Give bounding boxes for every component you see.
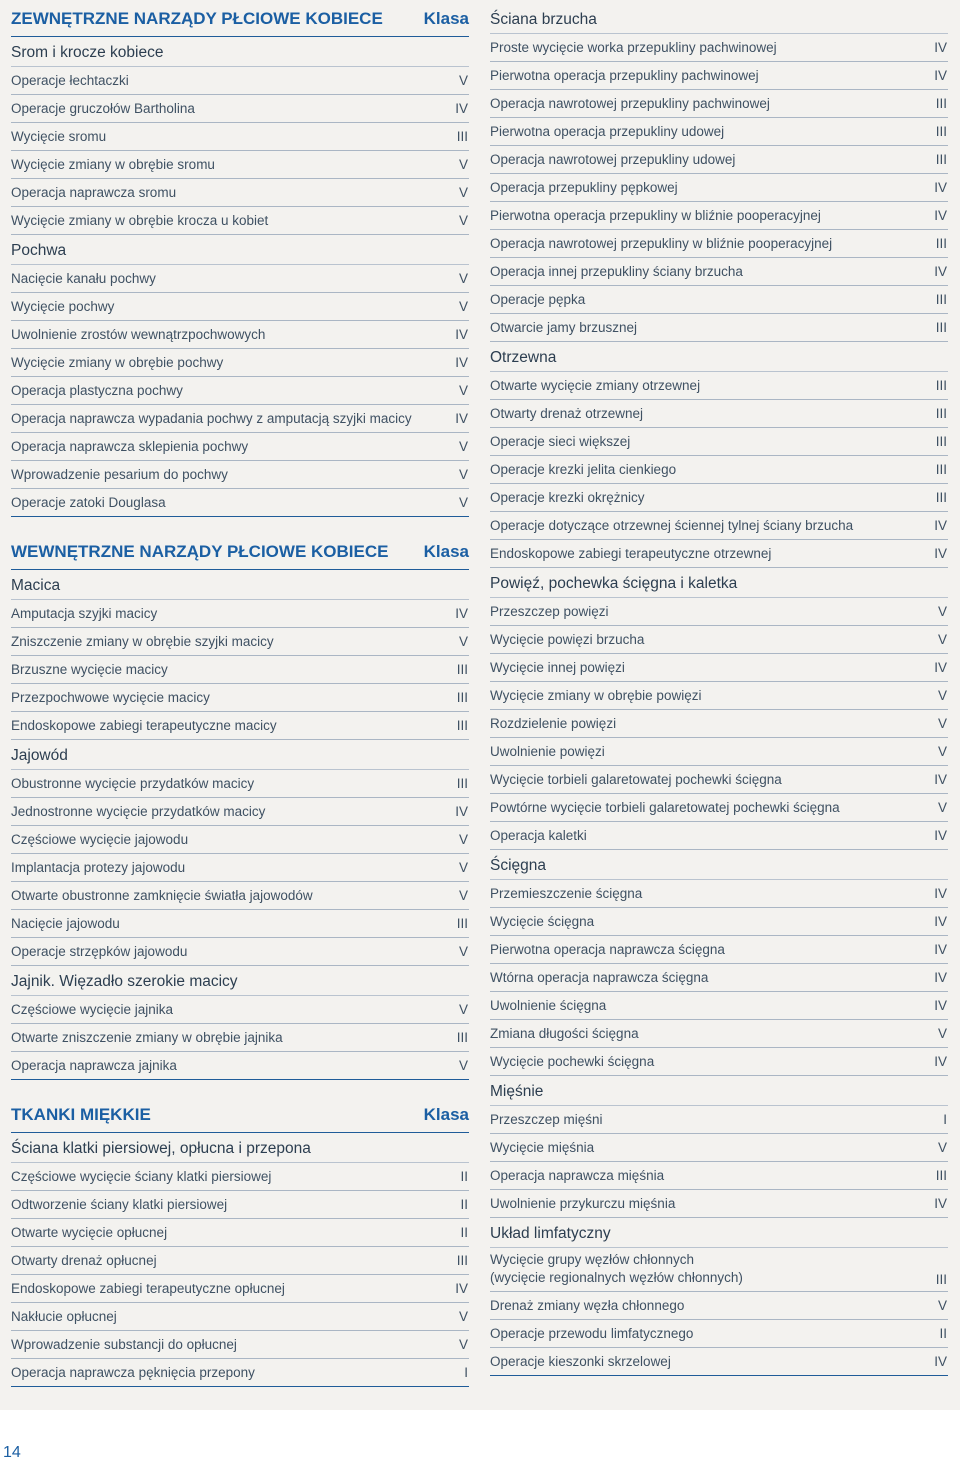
table-row [11,600,469,628]
table-row [11,770,469,798]
table-row [490,258,948,286]
procedure-class: V [458,1002,468,1018]
procedure-name: Drenaż zmiany węzła chłonnego [490,1298,685,1314]
procedure-class: III [935,320,947,336]
procedure-class: IV [934,998,947,1014]
procedure-name: Operacja naprawcza sklepienia pochwy [11,439,249,455]
table-row [11,1052,469,1080]
table-row [11,67,469,95]
left-column [11,4,469,1387]
procedure-name: Operacje sieci większej [490,434,631,450]
section-title: ZEWNĘTRZNE NARZĄDY PŁCIOWE KOBIECE [11,9,383,28]
procedure-name: Operacja nawrotowej przepukliny udowej [490,152,736,168]
procedure-name: Endoskopowe zabiegi terapeutyczne otrzewnej [490,546,772,562]
procedure-name: Endoskopowe zabiegi terapeutyczne opłucnej [11,1281,285,1297]
procedure-class: IV [934,886,947,902]
procedure-name: Operacja plastyczna pochwy [11,383,183,399]
table-row [11,293,469,321]
procedure-class: V [458,944,468,960]
procedure-class: III [935,124,947,140]
procedure-class: V [937,604,947,620]
table-row [11,207,469,235]
procedure-class: IV [934,1196,947,1212]
procedure-class: IV [934,546,947,562]
section-heading-wewnetrzne-narzady-plciowe-kobiece [11,537,469,570]
procedure-name: Operacja innej przepukliny ściany brzucha [490,264,743,280]
procedure-name: Amputacja szyjki macicy [11,606,158,622]
procedure-class: IV [934,208,947,224]
table-row [11,712,469,740]
table-row [11,882,469,910]
procedure-class: III [935,1168,947,1184]
procedure-name: Operacja naprawcza mięśnia [490,1168,665,1184]
procedure-class: IV [455,411,468,427]
table-row [490,710,948,738]
procedure-class: III [935,152,947,168]
procedure-class: IV [934,1054,947,1070]
procedure-class: V [458,383,468,399]
procedure-name: Otwarcie jamy brzusznej [490,320,638,336]
table-row [490,314,948,342]
procedure-class: IV [934,914,947,930]
procedure-class: I [464,1365,468,1381]
procedure-name: Operacja naprawcza sromu [11,185,177,201]
table-row [490,90,948,118]
procedure-class: V [458,860,468,876]
procedure-name: Wycięcie ścięgna [490,914,595,930]
table-row [490,1348,948,1376]
procedure-name: Operacja naprawcza wypadania pochwy z amputacją szyjki macicy [11,411,412,427]
table-row [490,118,948,146]
table-row [490,1292,948,1320]
procedure-name: Operacja kaletki [490,828,587,844]
table-row [11,1331,469,1359]
procedure-class: V [937,688,947,704]
procedure-name: Zmiana długości ścięgna [490,1026,639,1042]
procedure-name: Pierwotna operacja przepukliny w bliźnie pooperacyjnej [490,208,821,224]
procedure-class: V [937,1298,947,1314]
procedure-class: IV [934,518,947,534]
section-spacer [11,517,469,537]
procedure-class: IV [934,68,947,84]
table-row [490,286,948,314]
table-row [490,512,948,540]
procedure-class: V [458,832,468,848]
procedure-name: Uwolnienie powięzi [490,744,605,760]
table-row [11,123,469,151]
table-row [490,1248,948,1292]
procedure-name: Operacja nawrotowej przepukliny w bliźnie pooperacyjnej [490,236,833,252]
procedure-class: III [456,129,468,145]
procedure-class: III [456,690,468,706]
page-number: 14 [3,1444,21,1461]
procedure-class: IV [934,970,947,986]
procedure-class: III [456,718,468,734]
section-title: WEWNĘTRZNE NARZĄDY PŁCIOWE KOBIECE [11,542,389,561]
table-row [11,179,469,207]
procedure-name: Operacje pępka [490,292,586,308]
procedure-class: IV [934,264,947,280]
subsection-title: Otrzewna [490,342,948,372]
procedure-class: V [458,495,468,511]
procedure-class: IV [934,40,947,56]
subsection-title: Macica [11,570,469,600]
procedure-class: IV [455,327,468,343]
procedure-name: Obustronne wycięcie przydatków macicy [11,776,255,792]
procedure-name: Operacje strzępków jajowodu [11,944,188,960]
procedure-name: Proste wycięcie worka przepukliny pachwinowej [490,40,777,56]
table-row [11,1191,469,1219]
procedure-name: Powtórne wycięcie torbieli galaretowatej pochewki ścięgna [490,800,840,816]
klasa-column-header: Klasa [423,9,469,28]
procedure-name: Odtworzenie ściany klatki piersiowej [11,1197,228,1213]
table-row [490,1320,948,1348]
table-row [11,405,469,433]
table-row [11,95,469,123]
table-row [11,1275,469,1303]
procedure-name: Implantacja protezy jajowodu [11,860,186,876]
right-column [490,4,948,1376]
procedure-name: Wycięcie zmiany w obrębie sromu [11,157,215,173]
procedure-name: Wycięcie pochwy [11,299,115,315]
subsection-title: Ścięgna [490,850,948,880]
table-row [490,654,948,682]
procedure-class: IV [934,180,947,196]
procedure-name: Wycięcie sromu [11,129,107,145]
table-row [490,1134,948,1162]
procedure-name: Częściowe wycięcie jajowodu [11,832,189,848]
section-heading-tkanki-miekkie [11,1100,469,1133]
klasa-column-header: Klasa [423,1105,469,1124]
procedure-name: Przezpochwowe wycięcie macicy [11,690,210,706]
procedure-name: Pierwotna operacja naprawcza ścięgna [490,942,725,958]
procedure-class: III [935,462,947,478]
procedure-class: IV [455,606,468,622]
table-row [490,540,948,568]
table-row [490,62,948,90]
procedure-class: V [937,800,947,816]
table-row [11,628,469,656]
subsection-title: Jajnik. Więzadło szerokie macicy [11,966,469,996]
section-title: TKANKI MIĘKKIE [11,1105,151,1124]
procedure-name: Brzuszne wycięcie macicy [11,662,168,678]
procedure-class: V [937,1026,947,1042]
table-row [11,1219,469,1247]
procedure-name: Otwarty drenaż opłucnej [11,1253,157,1269]
procedure-name: Nacięcie kanału pochwy [11,271,156,287]
table-row [11,321,469,349]
procedure-class: V [458,1058,468,1074]
procedure-class: IV [455,101,468,117]
table-row [490,766,948,794]
table-row [490,230,948,258]
procedure-name: Wycięcie innej powięzi [490,660,625,676]
table-row [11,1359,469,1387]
procedure-class: V [458,1309,468,1325]
procedure-name: Operacje gruczołów Bartholina [11,101,195,117]
table-row [11,656,469,684]
procedure-name: Operacja przepukliny pępkowej [490,180,678,196]
table-row [11,377,469,405]
table-row [490,908,948,936]
table-row [490,880,948,908]
table-row [490,428,948,456]
procedure-name: Operacje łechtaczki [11,73,129,89]
procedure-class: III [456,776,468,792]
procedure-name: Częściowe wycięcie ściany klatki piersiowej [11,1169,272,1185]
procedure-class: V [937,632,947,648]
procedure-name: Operacje krezki jelita cienkiego [490,462,677,478]
table-row [11,798,469,826]
procedure-class: V [458,299,468,315]
table-row [490,1162,948,1190]
procedure-name: Wycięcie torbieli galaretowatej pochewki ścięgna [490,772,782,788]
procedure-class: V [458,439,468,455]
procedure-name: Endoskopowe zabiegi terapeutyczne macicy [11,718,277,734]
procedure-class: V [458,1337,468,1353]
procedure-class: III [935,434,947,450]
procedure-class: III [456,1253,468,1269]
table-row [11,349,469,377]
table-row [490,1020,948,1048]
table-row [490,794,948,822]
procedure-name: Wycięcie zmiany w obrębie powięzi [490,688,702,704]
procedure-class: V [458,634,468,650]
procedure-class: V [937,1140,947,1156]
subsection-title: Ściana brzucha [490,4,948,34]
procedure-class: V [937,744,947,760]
procedure-class: V [458,271,468,287]
subsection-title: Układ limfatyczny [490,1218,948,1248]
table-row [490,400,948,428]
procedure-name: Operacje przewodu limfatycznego [490,1326,694,1342]
procedure-name: Pierwotna operacja przepukliny udowej [490,124,725,140]
subsection-title: Powięź, pochewka ścięgna i kaletka [490,568,948,598]
procedure-name: Operacja nawrotowej przepukliny pachwinowej [490,96,770,112]
table-row [11,938,469,966]
subsection-title: Pochwa [11,235,469,265]
procedure-class: V [458,213,468,229]
procedure-class: V [458,157,468,173]
procedure-name: Otwarte obustronne zamknięcie światła jajowodów [11,888,313,904]
procedure-class: IV [934,772,947,788]
procedure-name: Otwarty drenaż otrzewnej [490,406,644,422]
table-row [490,738,948,766]
procedure-name: Przemieszczenie ścięgna [490,886,643,902]
procedure-name: Uwolnienie przykurczu mięśnia [490,1196,676,1212]
table-row [490,1190,948,1218]
procedure-class: III [935,236,947,252]
table-row [490,626,948,654]
table-row [11,1247,469,1275]
procedure-class: II [460,1225,468,1241]
procedure-class: IV [934,660,947,676]
table-row [490,202,948,230]
procedure-name: Operacja naprawcza jajnika [11,1058,177,1074]
procedure-name: Wprowadzenie pesarium do pochwy [11,467,228,483]
procedure-name: Wycięcie zmiany w obrębie pochwy [11,355,224,371]
table-row [11,1024,469,1052]
procedure-class: IV [455,804,468,820]
table-row [11,151,469,179]
table-row [11,996,469,1024]
procedure-name: Uwolnienie zrostów wewnątrzpochwowych [11,327,266,343]
procedure-class: IV [455,355,468,371]
procedure-name: Otwarte wycięcie opłucnej [11,1225,168,1241]
procedure-name: Operacje kieszonki skrzelowej [490,1354,671,1370]
procedure-name: Częściowe wycięcie jajnika [11,1002,174,1018]
procedure-class: II [460,1197,468,1213]
procedure-class: III [456,1030,468,1046]
procedure-class: V [458,467,468,483]
table-row [490,174,948,202]
procedure-name: Uwolnienie ścięgna [490,998,607,1014]
procedure-class: III [935,378,947,394]
procedure-name: Operacje dotyczące otrzewnej ściennej tylnej ściany brzucha [490,518,854,534]
procedure-class: V [458,185,468,201]
subsection-title: Jajowód [11,740,469,770]
section-heading-zewnetrzne-narzady-plciowe-kobiece [11,4,469,37]
procedure-class: IV [455,1281,468,1297]
procedure-name: Operacje zatoki Douglasa [11,495,166,511]
table-row [490,484,948,512]
table-row [490,936,948,964]
procedure-class: V [458,73,468,89]
procedure-name: Wycięcie zmiany w obrębie krocza u kobiet [11,213,269,229]
procedure-name: Wprowadzenie substancji do opłucnej [11,1337,237,1353]
procedure-class: III [935,96,947,112]
table-row [490,598,948,626]
procedure-class: II [460,1169,468,1185]
subsection-title: Srom i krocze kobiece [11,37,469,67]
procedure-name: Wycięcie pochewki ścięgna [490,1054,655,1070]
procedure-class: III [935,292,947,308]
table-row [11,684,469,712]
subsection-title: Ściana klatki piersiowej, opłucna i przepona [11,1133,469,1163]
procedure-name: Pierwotna operacja przepukliny pachwinowej [490,68,759,84]
procedure-name: Wycięcie powięzi brzucha [490,632,645,648]
procedure-name: Wycięcie grupy węzłów chłonnych (wycięcie regionalnych węzłów chłonnych) [490,1252,743,1285]
section-spacer [11,1080,469,1100]
procedure-name: Jednostronne wycięcie przydatków macicy [11,804,266,820]
procedure-name: Zniszczenie zmiany w obrębie szyjki macicy [11,634,274,650]
table-row [490,1106,948,1134]
table-row [490,682,948,710]
table-row [11,826,469,854]
procedure-class: III [935,406,947,422]
table-row [490,992,948,1020]
procedure-name: Nacięcie jajowodu [11,916,120,932]
table-row [11,265,469,293]
table-row [490,372,948,400]
procedure-name: Operacje krezki okrężnicy [490,490,645,506]
procedure-name: Nakłucie opłucnej [11,1309,117,1325]
table-row [490,34,948,62]
procedure-class: V [937,716,947,732]
table-row [490,964,948,992]
procedure-class: IV [934,942,947,958]
table-row [11,854,469,882]
table-row [11,1163,469,1191]
procedure-class: III [456,662,468,678]
table-row [490,456,948,484]
table-row [11,433,469,461]
procedure-class: IV [934,1354,947,1370]
table-row [11,1303,469,1331]
table-row [490,822,948,850]
procedure-class: III [456,916,468,932]
klasa-column-header: Klasa [423,542,469,561]
procedure-class: II [939,1326,947,1342]
procedure-name: Wycięcie mięśnia [490,1140,595,1156]
procedure-name: Przeszczep mięśni [490,1112,603,1128]
procedure-name: Rozdzielenie powięzi [490,716,617,732]
procedure-name: Operacja naprawcza pęknięcia przepony [11,1365,255,1381]
procedure-class: III [935,490,947,506]
procedure-class: III [935,1272,947,1287]
table-row [11,461,469,489]
procedure-class: IV [934,828,947,844]
table-row [490,1048,948,1076]
procedure-name: Przeszczep powięzi [490,604,609,620]
procedure-class: V [458,888,468,904]
procedure-name: Otwarte wycięcie zmiany otrzewnej [490,378,701,394]
subsection-title: Mięśnie [490,1076,948,1106]
procedure-name: Otwarte zniszczenie zmiany w obrębie jajnika [11,1030,283,1046]
table-row [11,489,469,517]
procedure-name: Wtórna operacja naprawcza ścięgna [490,970,709,986]
procedure-class: I [943,1112,947,1128]
table-row [11,910,469,938]
table-row [490,146,948,174]
